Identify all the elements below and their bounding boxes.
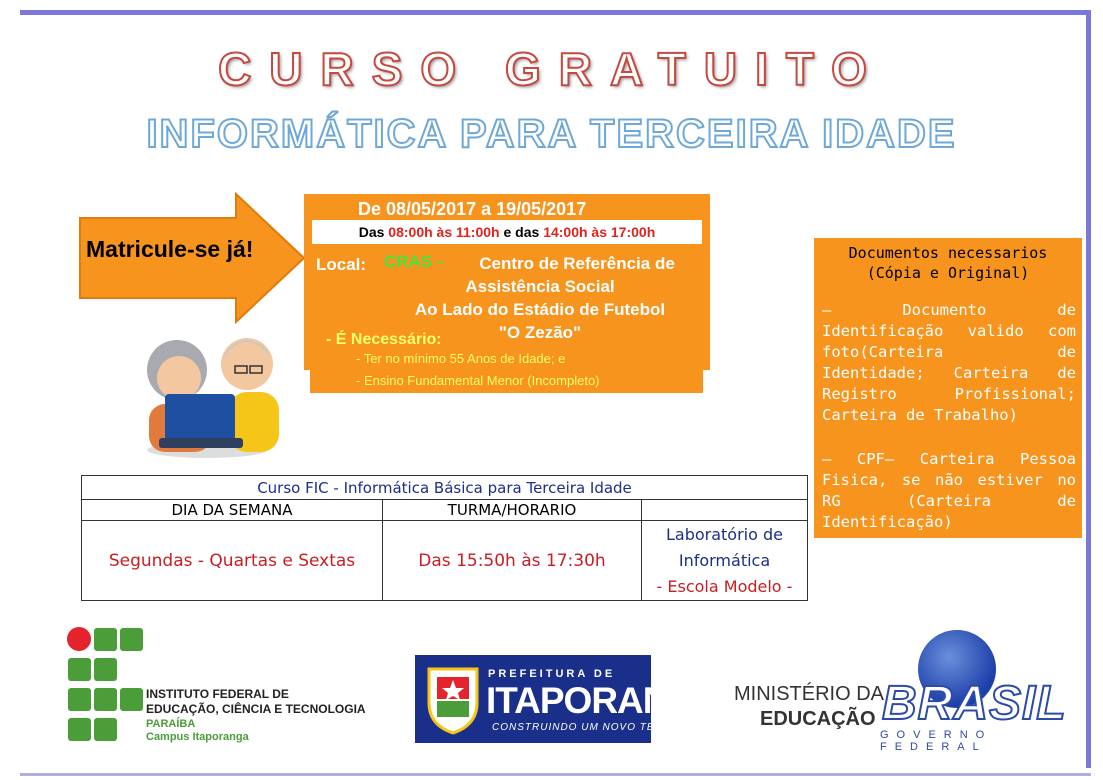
ifpb-name <box>146 687 366 717</box>
document-item: – Documento de Identificação valido com foto(Carteira de Identidade; Carteira de Registro Profissional; Carteira de Trabalho) <box>822 301 1076 424</box>
cras-label: CRAS - <box>384 252 443 271</box>
requirements-label: - É Necessário: <box>326 331 442 348</box>
border-top <box>20 10 1088 15</box>
schedule-caption: Curso FIC - Informática Básica para Terceira Idade <box>82 476 808 500</box>
hours-mid: e das <box>499 224 544 240</box>
location-line: Laboratório de <box>665 524 783 544</box>
enroll-label: Matricule-se já! <box>86 236 254 262</box>
column-header: TURMA/HORARIO <box>383 500 642 521</box>
document-item: – CPF– Carteira Pessoa Fisica, se não estiver no RG (Carteira de Identificação) <box>822 450 1076 531</box>
address-line: Ao Lado do Estádio de Futebol <box>414 300 666 319</box>
address-line: "O Zezão" <box>498 323 582 342</box>
ifpb-campus <box>146 718 249 744</box>
page-subtitle: INFORMÁTICA PARA TERCEIRA IDADE <box>146 112 957 156</box>
column-header <box>642 500 808 521</box>
requirement-item: - Ensino Fundamental Menor (Incompleto) <box>356 373 600 388</box>
documents-title-line: Documentos necessarios <box>848 244 1048 262</box>
address-line: Centro de Referência de <box>479 254 675 273</box>
coat-of-arms-icon <box>423 663 483 735</box>
documents-title-line: (Cópia e Original) <box>866 264 1030 282</box>
hours-afternoon: 14:00h às 17:00h <box>543 224 656 240</box>
schedule-days: Segundas - Quartas e Sextas <box>82 521 383 601</box>
elderly-couple-illustration <box>137 322 287 460</box>
local-label: Local: <box>316 255 367 274</box>
schedule-table <box>81 475 808 601</box>
location-line: - Escola Modelo - <box>656 576 793 596</box>
schedule-time: Das 15:50h às 17:30h <box>383 521 642 601</box>
column-header: DIA DA SEMANA <box>82 500 383 521</box>
mec-line2: EDUCAÇÃO <box>760 708 876 730</box>
page-title: CURSO GRATUITO <box>218 43 885 95</box>
documents-title <box>816 243 1080 283</box>
address-line: Assistência Social <box>465 277 615 296</box>
ifpb-line: EDUCAÇÃO, CIÊNCIA E TECNOLOGIA <box>146 702 366 716</box>
ifpb-line: PARAÍBA <box>146 718 196 730</box>
course-dates: De 08/05/2017 a 19/05/2017 <box>358 199 587 219</box>
itaporanga-name: ITAPORANGA <box>486 680 722 721</box>
class-hours <box>312 220 702 244</box>
ifpb-line: Campus Itaporanga <box>146 731 249 743</box>
brasil-wordmark: BRASIL <box>882 677 1067 730</box>
itaporanga-slogan: CONSTRUINDO UM NOVO TEMPO <box>492 722 681 733</box>
requirement-item: - Ter no mínimo 55 Anos de Idade; e <box>356 351 566 366</box>
location-line: Informática <box>678 550 771 570</box>
brasil-subtitle: GOVERNO FEDERAL <box>880 729 993 753</box>
border-bottom <box>20 773 1091 776</box>
itaporanga-top: PREFEITURA DE <box>488 668 616 680</box>
ifpb-line: INSTITUTO FEDERAL DE <box>146 687 289 701</box>
ifpb-logo-icon <box>66 626 146 746</box>
hours-prefix: Das <box>358 224 389 240</box>
mec-line1: MINISTÉRIO DA <box>734 683 885 705</box>
schedule-location <box>642 521 808 601</box>
hours-morning: 08:00h às 11:00h <box>388 224 500 240</box>
